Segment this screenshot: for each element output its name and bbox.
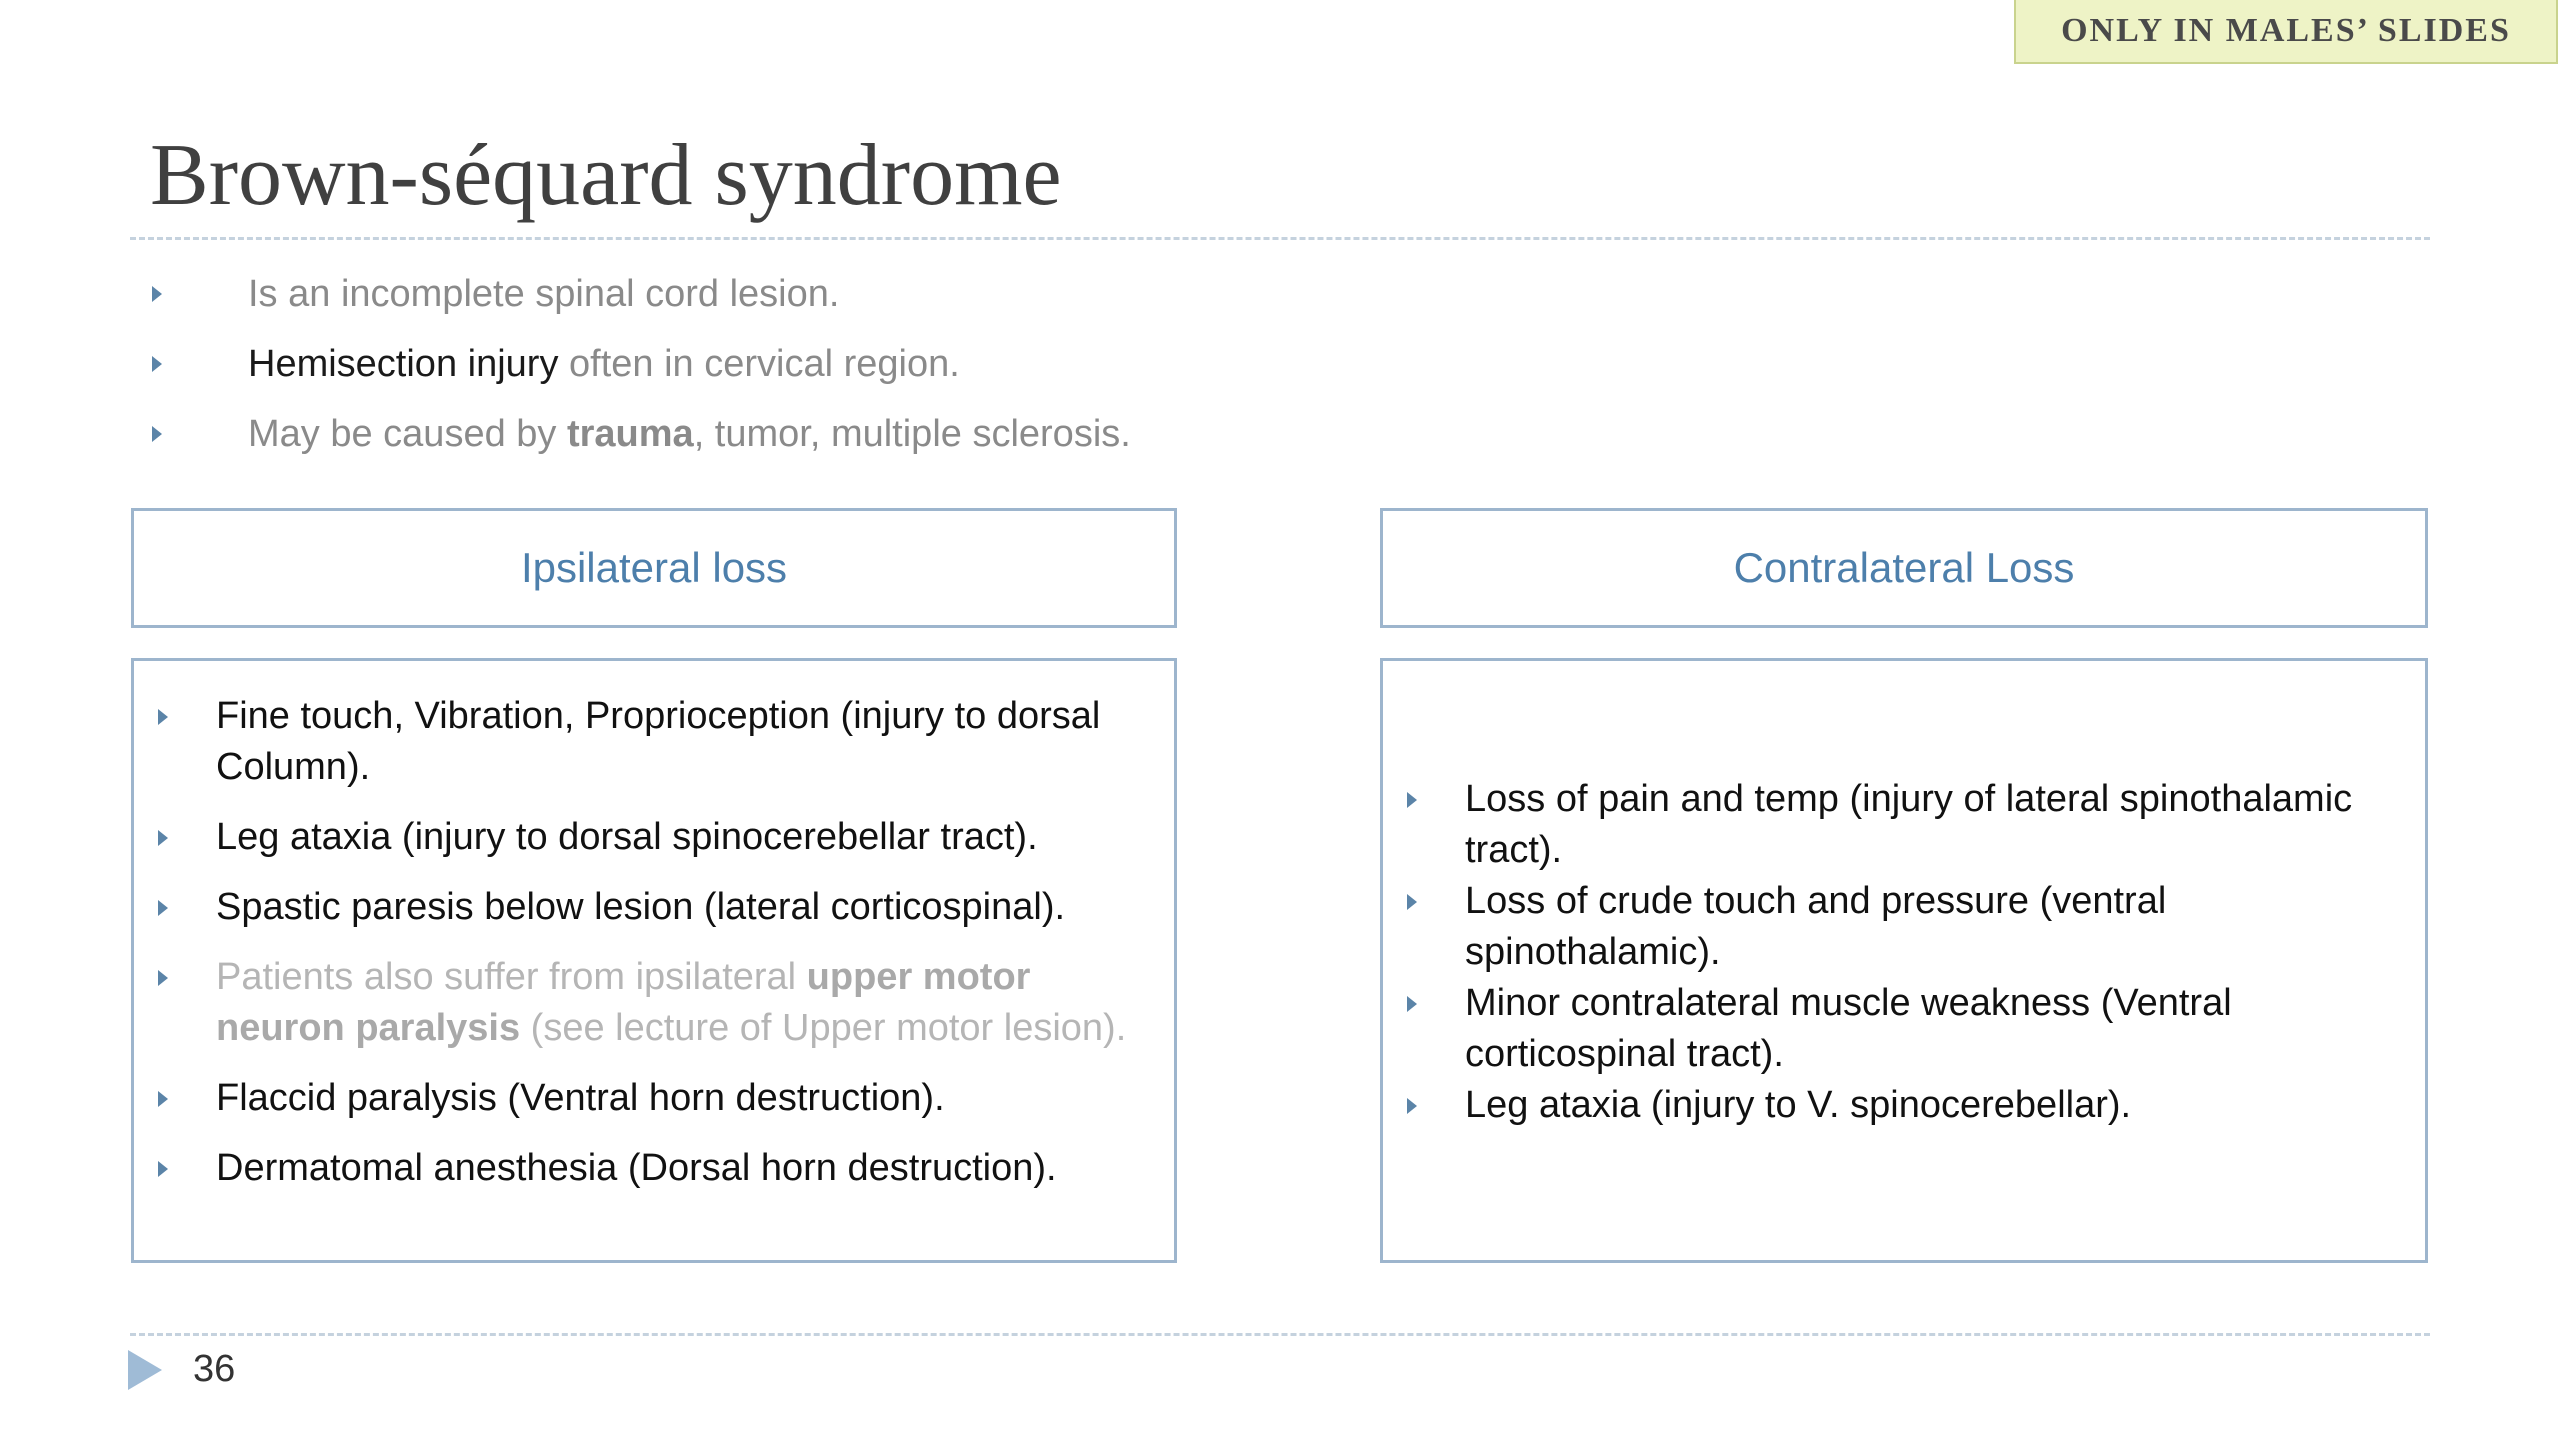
intro-item [150, 404, 1131, 474]
slide-marker-icon [128, 1350, 162, 1390]
contralateral-heading [1380, 508, 2428, 628]
contralateral-list [1383, 774, 2425, 1147]
list-item [216, 812, 1134, 863]
list-item-text: (see lecture of Upper motor lesion). [520, 1007, 1127, 1049]
list-item [216, 882, 1134, 933]
list-item-text: Loss of pain and temp (injury of lateral spinothalamic tract). [1465, 778, 2353, 871]
intro-item-text: May be caused by [248, 413, 567, 455]
list-item-text: Patients also suffer from ipsilateral [216, 956, 807, 998]
list-item-text: Leg ataxia (injury to dorsal spinocerebellar tract). [216, 816, 1038, 858]
bullet-arrow-icon [1407, 894, 1417, 910]
bullet-arrow-icon [158, 1091, 168, 1107]
list-item-bold-text: upper motor neuron paralysis [216, 956, 1031, 1049]
ipsilateral-box [131, 658, 1177, 1263]
title-divider [130, 237, 2430, 240]
contralateral-box [1380, 658, 2428, 1263]
bullet-arrow-icon [152, 286, 162, 302]
list-item [216, 1073, 1134, 1124]
list-item [216, 691, 1134, 793]
bullet-arrow-icon [1407, 1098, 1417, 1114]
intro-item-text: Is an incomplete spinal cord lesion. [248, 273, 840, 315]
bullet-arrow-icon [158, 970, 168, 986]
list-item-text: Dermatomal anesthesia (Dorsal horn destruction). [216, 1147, 1057, 1189]
list-item [1465, 1080, 2385, 1131]
bullet-arrow-icon [158, 709, 168, 725]
bullet-arrow-icon [1407, 792, 1417, 808]
ipsilateral-heading-text: Ipsilateral loss [520, 544, 788, 591]
contralateral-heading-text: Contralateral Loss [1733, 544, 2075, 591]
list-item-text: Spastic paresis below lesion (lateral corticospinal). [216, 886, 1066, 928]
intro-item [150, 334, 1131, 404]
list-item [216, 1143, 1134, 1194]
list-item-faded [216, 952, 1134, 1054]
bullet-arrow-icon [158, 900, 168, 916]
list-item-text: Minor contralateral muscle weakness (Ventral corticospinal tract). [1465, 982, 2232, 1075]
footer-divider [130, 1333, 2430, 1336]
list-item [1465, 978, 2385, 1080]
intro-bold-text: trauma [566, 413, 694, 455]
bullet-arrow-icon [152, 426, 162, 442]
intro-item-text: often in cervical region. [558, 343, 960, 385]
list-item-text: Fine touch, Vibration, Proprioception (injury to dorsal Column). [216, 695, 1101, 788]
ipsilateral-heading [131, 508, 1177, 628]
intro-item-text: , tumor, multiple sclerosis. [693, 413, 1131, 455]
intro-item [150, 264, 1131, 334]
list-item [1465, 876, 2385, 978]
list-item-text: Loss of crude touch and pressure (ventral spinothalamic). [1465, 880, 2167, 973]
page-number: 36 [193, 1348, 236, 1390]
slide-title: Brown-séquard syndrome [150, 127, 1062, 224]
list-item-text: Flaccid paralysis (Ventral horn destruction). [216, 1077, 945, 1119]
list-item [1465, 774, 2385, 876]
ipsilateral-list [134, 661, 1174, 1194]
males-only-badge: ONLY IN MALES’ SLIDES [2014, 0, 2558, 64]
bullet-arrow-icon [152, 356, 162, 372]
intro-list [150, 264, 1131, 474]
intro-highlight-text: Hemisection injury [248, 343, 559, 385]
bullet-arrow-icon [158, 1161, 168, 1177]
bullet-arrow-icon [1407, 996, 1417, 1012]
bullet-arrow-icon [158, 830, 168, 846]
list-item-text: Leg ataxia (injury to V. spinocerebellar). [1465, 1084, 2132, 1126]
